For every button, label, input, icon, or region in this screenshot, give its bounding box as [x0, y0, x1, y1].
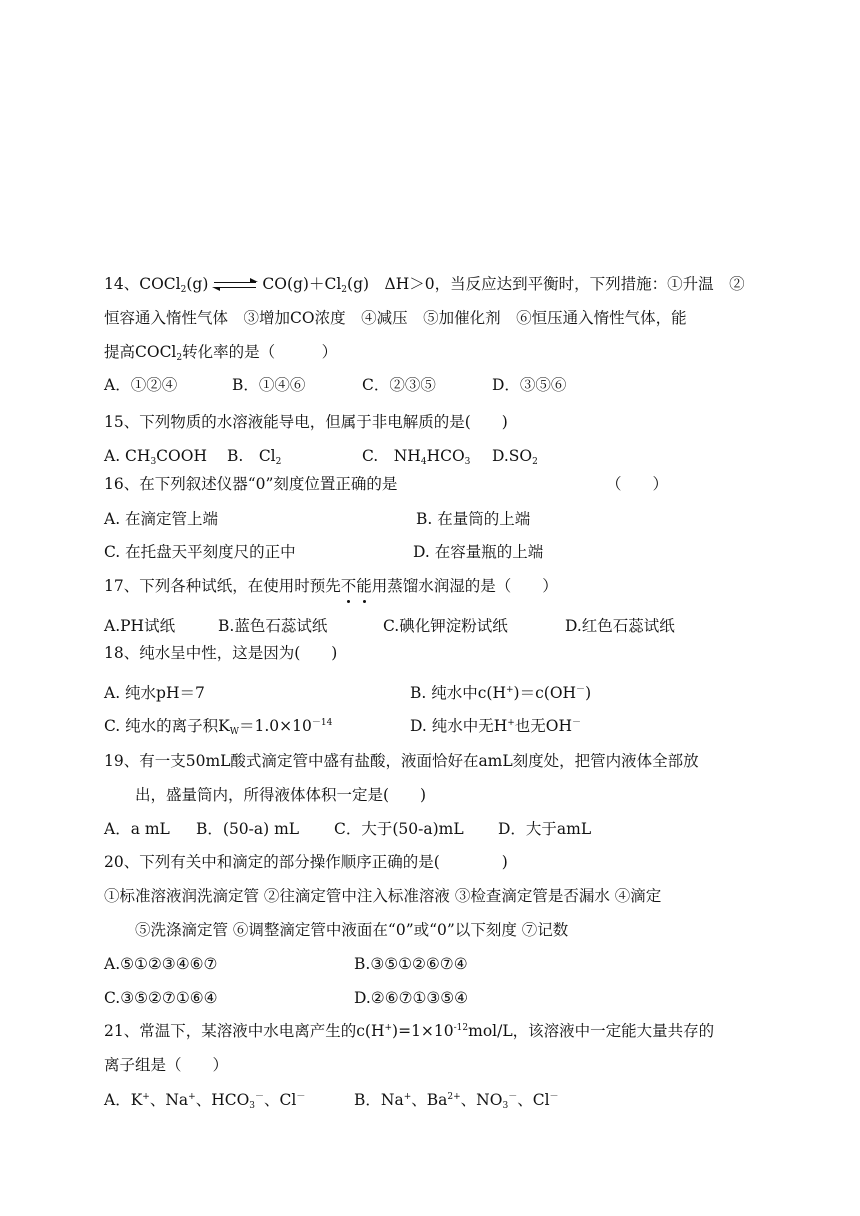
q20-option-d: D.②⑥⑦①③⑤④	[354, 989, 469, 1007]
q20-line2: ⑤洗涤滴定管 ⑥调整滴定管中液面在“0”或“0”以下刻度 ⑦记数	[135, 921, 569, 939]
q14-option-b: B．①④⑥	[232, 376, 306, 394]
q17-option-a: A.PH试纸	[104, 617, 176, 635]
q19-line2: 出，盛量筒内，所得液体体积一定是( )	[135, 786, 427, 804]
emphasis-dot-char: 不	[340, 577, 357, 595]
q15-stem: 15、下列物质的水溶液能导电，但属于非电解质的是( )	[104, 413, 508, 431]
q15-option-c: C. $NH_4HCO_3$	[362, 447, 471, 467]
q21-line1: 21、常温下，某溶液中水电离产生的$c(H^+)=1\times 10^{-12}mol/L$，该溶液中一定能大量共存的	[104, 1022, 715, 1040]
q19-option-d: D．大于amL	[498, 820, 592, 838]
equilibrium-arrow-icon	[212, 278, 258, 292]
q18-option-b: B. 纯水中c(H+)＝c(OH－)	[410, 684, 592, 702]
q20-option-b: B.③⑤①②⑥⑦④	[354, 955, 468, 973]
q18-option-d: D. 纯水中无H+也无OH－	[410, 717, 582, 735]
q16-option-b: B. 在量筒的上端	[416, 510, 531, 528]
q17-stem: 17、下列各种试纸，在使用时预先不能用蒸馏水润湿的是（ ）	[104, 577, 558, 595]
q16-option-a: A. 在滴定管上端	[104, 510, 219, 528]
q16-stem: 16、在下列叙述仪器“0”刻度位置正确的是 （ ）	[104, 475, 669, 493]
q16-option-d: D. 在容量瓶的上端	[413, 543, 544, 561]
q20-option-c: C.③⑤②⑦①⑥④	[104, 989, 218, 1007]
q17-option-b: B.蓝色石蕊试纸	[218, 617, 328, 635]
q15-option-b: B. $Cl_2$	[227, 447, 282, 467]
q19-option-a: A．a mL	[104, 820, 170, 838]
q17-option-c: C.碘化钾淀粉试纸	[383, 617, 508, 635]
q14-line1: 14、COCl$_2$(g) $CO(g)+Cl_2(g)$ ΔH＞0，当反应达到平衡时，下列措施：①升温 ②	[104, 275, 745, 295]
q21-option-a: A．K+、Na+、$HCO_3^-$、Cl－	[104, 1091, 306, 1111]
q21-option-b: B．Na+、$Ba^{2+}$、$NO_3^-$、Cl－	[354, 1091, 559, 1111]
q18-option-c: C. 纯水的离子积$K_W=1.0\times 10^{-14}$	[104, 717, 333, 737]
q19-line1: 19、有一支50mL酸式滴定管中盛有盐酸，液面恰好在amL刻度处，把管内液体全部放	[104, 752, 699, 770]
q14-line2: 恒容通入惰性气体 ③增加CO浓度 ④减压 ⑤加催化剂 ⑥恒压通入惰性气体，能	[104, 309, 687, 327]
q16-option-c: C. 在托盘天平刻度尺的正中	[104, 543, 296, 561]
q15-option-a: A. $CH_3COOH$	[104, 447, 207, 467]
q14-option-c: C．②③⑤	[362, 376, 436, 394]
emphasis-dot-char: 能	[356, 577, 372, 595]
q14-option-a: A．①②④	[104, 376, 178, 394]
q18-stem: 18、纯水呈中性，这是因为( )	[104, 644, 338, 662]
q19-option-c: C．大于(50-a)mL	[334, 820, 464, 838]
q19-option-b: B．(50-a) mL	[196, 820, 300, 838]
q20-option-a: A.⑤①②③④⑥⑦	[104, 955, 218, 973]
q21-line2: 离子组是（ ）	[104, 1056, 229, 1074]
q17-option-d: D.红色石蕊试纸	[565, 617, 675, 635]
q15-option-d: $D.SO_2$	[492, 447, 538, 467]
q20-line1: ①标准溶液润洗滴定管 ②往滴定管中注入标准溶液 ③检查滴定管是否漏水 ④滴定	[104, 887, 662, 905]
q18-option-a: A. 纯水pH＝7	[104, 684, 205, 702]
q14-line3: 提高COCl$_2$转化率的是（ ）	[104, 343, 338, 363]
q14-option-d: D．③⑤⑥	[492, 376, 567, 394]
q16-answer-paren: （ ）	[606, 475, 669, 493]
q20-stem: 20、下列有关中和滴定的部分操作顺序正确的是( )	[104, 853, 508, 871]
